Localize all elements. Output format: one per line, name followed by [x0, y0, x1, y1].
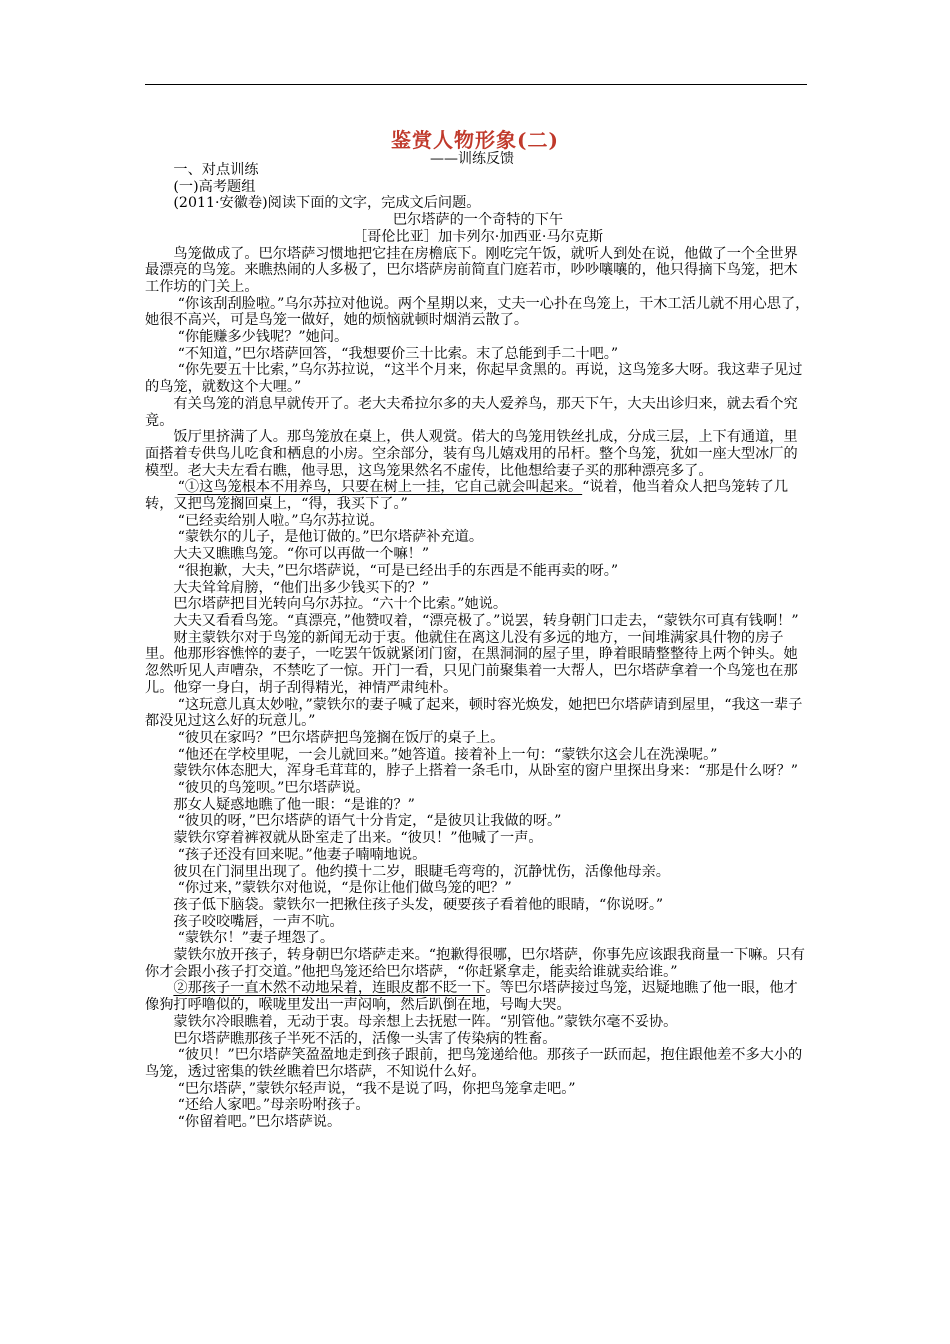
underlined-sentence-1: “①这鸟笼根本不用养鸟，只要在树上一挂，它自己就会叫起来。	[177, 479, 583, 496]
article-body	[145, 162, 811, 1131]
paragraph: “你过来，”蒙铁尔对他说，“是你让他们做鸟笼的吧？”	[177, 880, 512, 897]
paragraph: “彼贝的呀，”巴尔塔萨的语气十分肯定，“是彼贝让我做的呀。”	[177, 813, 562, 830]
source-line: (2011·安徽卷)阅读下面的文字，完成文后问题。	[173, 195, 481, 212]
paragraph: 大夫耸耸肩膀，“他们出多少钱买下的？”	[173, 579, 430, 596]
page-subtitle: ——训练反馈	[430, 151, 514, 167]
paragraph: “不知道，”巴尔塔萨回答，“我想要价三十比索。末了总能到手二十吧。”	[177, 345, 619, 362]
paragraph-marked-1	[145, 479, 811, 512]
section-heading: 一、对点训练	[173, 162, 259, 178]
paragraph: 蒙铁尔穿着裤衩就从卧室走了出来。“彼贝！”他喊了一声。	[173, 830, 543, 847]
paragraph-marked-2	[145, 980, 811, 1013]
paragraph: 财主蒙铁尔对于鸟笼的新闻无动于衷。他就住在离这儿没有多远的地方，一间堆满家具什物的房子里。他那形容憔悴的妻子，一吃罢午饭就紧闭门窗，在黑洞洞的屋子里，睁着眼睛整整待上两个钟头。她忽然听见人声嘈杂，不禁吃了一惊。开门一看，只见门前聚集着一大帮人，巴尔塔萨拿着一个鸟笼也在那儿。他穿一身白，胡子刮得精光，神情严肃纯朴。	[145, 629, 798, 696]
story-author: ［哥伦比亚］加卡列尔·加西亚·马尔克斯	[352, 228, 604, 245]
paragraph: 孩子低下脑袋。蒙铁尔一把揪住孩子头发，硬要孩子看着他的眼睛，“你说呀。”	[173, 896, 664, 913]
paragraph: “巴尔塔萨，”蒙铁尔轻声说，“我不是说了吗，你把鸟笼拿走吧。”	[177, 1080, 576, 1097]
paragraph: “蒙铁尔的儿子，是他订做的。”巴尔塔萨补充道。	[177, 529, 484, 546]
paragraph: “你先要五十比索，”乌尔苏拉说，“这半个月来，你起早贪黑的。再说，这鸟笼多大呀。我这辈子见过的鸟笼，就数这个大哩。”	[145, 362, 803, 396]
paragraph: “彼贝的鸟笼呗。”巴尔塔萨说。	[177, 780, 370, 797]
subsection-heading: (一)高考题组	[173, 178, 256, 195]
paragraph: 蒙铁尔体态肥大，浑身毛茸茸的，脖子上搭着一条毛巾，从卧室的窗户里探出身来：“那是什么呀？”	[173, 763, 798, 780]
paragraph: 大夫又看看鸟笼。“真漂亮，”他赞叹着，“漂亮极了。”说罢，转身朝门口走去，“蒙铁尔可真有钱啊！”	[173, 612, 799, 629]
paragraph: 孩子咬咬嘴唇，一声不吭。	[173, 913, 344, 930]
paragraph: 彼贝在门洞里出现了。他约摸十二岁，眼睫毛弯弯的，沉静忧伤，活像他母亲。	[173, 863, 670, 880]
paragraph: 蒙铁尔冷眼瞧着，无动于衷。母亲想上去抚慰一阵。“别管他。”蒙铁尔毫不妥协。	[173, 1013, 678, 1030]
paragraph: “你能赚多少钱呢？”她问。	[177, 329, 349, 346]
paragraph: “这玩意儿真太妙啦，”蒙铁尔的妻子喊了起来，顿时容光焕发，她把巴尔塔萨请到屋里，“我这一辈子都没见过这么好的玩意儿。”	[145, 696, 803, 730]
paragraph: 饭厅里挤满了人。那鸟笼放在桌上，供人观赏。偌大的鸟笼用铁丝扎成，分成三层，上下有通道，里面搭着专供鸟儿吃食和栖息的小房。空余部分，装有鸟儿嬉戏用的吊杆。整个鸟笼，犹如一座大型冰厂的模型。老大夫左看右瞧，他寻思，这鸟笼果然名不虚传，比他想给妻子买的那种漂亮多了。	[145, 429, 798, 479]
paragraph: 蒙铁尔放开孩子，转身朝巴尔塔萨走来。“抱歉得很哪，巴尔塔萨，你事先应该跟我商量一下嘛。只有你才会跟小孩子打交道。”他把鸟笼还给巴尔塔萨，“你赶紧拿走，能卖给谁就卖给谁。”	[145, 947, 805, 980]
paragraph: “孩子还没有回来呢。”他妻子喃喃地说。	[177, 846, 427, 863]
paragraph: “蒙铁尔！”妻子埋怨了。	[177, 930, 335, 947]
paragraph: 大夫又瞧瞧鸟笼。“你可以再做一个嘛！”	[173, 546, 430, 563]
paragraph: “很抱歉，大夫，”巴尔塔萨说，“可是已经出手的东西是不能再卖的呀。”	[177, 562, 619, 579]
paragraph: 鸟笼做成了。巴尔塔萨习惯地把它挂在房檐底下。刚吃完午饭，就听人到处在说，他做了一个全世界最漂亮的鸟笼。来瞧热闹的人多极了，巴尔塔萨房前简直门庭若市，吵吵嚷嚷的，他只得摘下鸟笼，把木工作坊的门关上。	[145, 245, 798, 295]
paragraph: 有关鸟笼的消息早就传开了。老大夫希拉尔多的夫人爱养鸟，那天下午，大夫出诊归来，就去看个究竟。	[145, 395, 798, 429]
paragraph: 巴尔塔萨瞧那孩子半死不活的，活像一头害了传染病的牲畜。	[173, 1030, 557, 1047]
paragraph: “还给人家吧。”母亲吩咐孩子。	[177, 1097, 370, 1114]
paragraph: 巴尔塔萨把目光转向乌尔苏拉。“六十个比索。”她说。	[173, 596, 508, 613]
paragraph: “已经卖给别人啦。”乌尔苏拉说。	[177, 512, 384, 529]
paragraph: “你该刮刮脸啦。”乌尔苏拉对他说。两个星期以来，丈夫一心扑在鸟笼上，干木工活儿就不用心思了，她很不高兴，可是鸟笼一做好，她的烦恼就顿时烟消云散了。	[145, 295, 810, 329]
paragraph: “彼贝！”巴尔塔萨笑盈盈地走到孩子跟前，把鸟笼递给他。那孩子一跃而起，抱住跟他差不多大小的鸟笼，透过密集的铁丝瞧着巴尔塔萨，不知说什么好。	[145, 1047, 803, 1080]
paragraph-rest: “说着，他当着众人把鸟笼转了几转，又把鸟笼搁回桌上，“得，我买下了。”	[145, 479, 789, 513]
paragraph: 那女人疑惑地瞧了他一眼：“是谁的？”	[173, 796, 415, 813]
paragraph: “你留着吧。”巴尔塔萨说。	[177, 1114, 342, 1131]
header-rule	[145, 84, 807, 85]
paragraph: “他还在学校里呢，一会儿就回来。”她答道。接着补上一句：“蒙铁尔这会儿在洗澡呢。”	[177, 746, 718, 763]
page-title: 鉴赏人物形象(二)	[391, 128, 559, 152]
paragraph: “彼贝在家吗？”巴尔塔萨把鸟笼搁在饭厅的桌子上。	[177, 729, 505, 746]
underlined-sentence-2: ②那孩子一直木然不动地呆着，连眼皮都不眨一下	[173, 980, 486, 997]
story-title: 巴尔塔萨的一个奇特的下午	[392, 212, 564, 229]
paragraph-rest: 。等巴尔塔萨接过鸟笼，迟疑地瞧了他一眼，他才像狗打呼噜似的，喉咙里发出一声闷响，然后趴倒在地，号啕大哭。	[145, 980, 798, 1014]
